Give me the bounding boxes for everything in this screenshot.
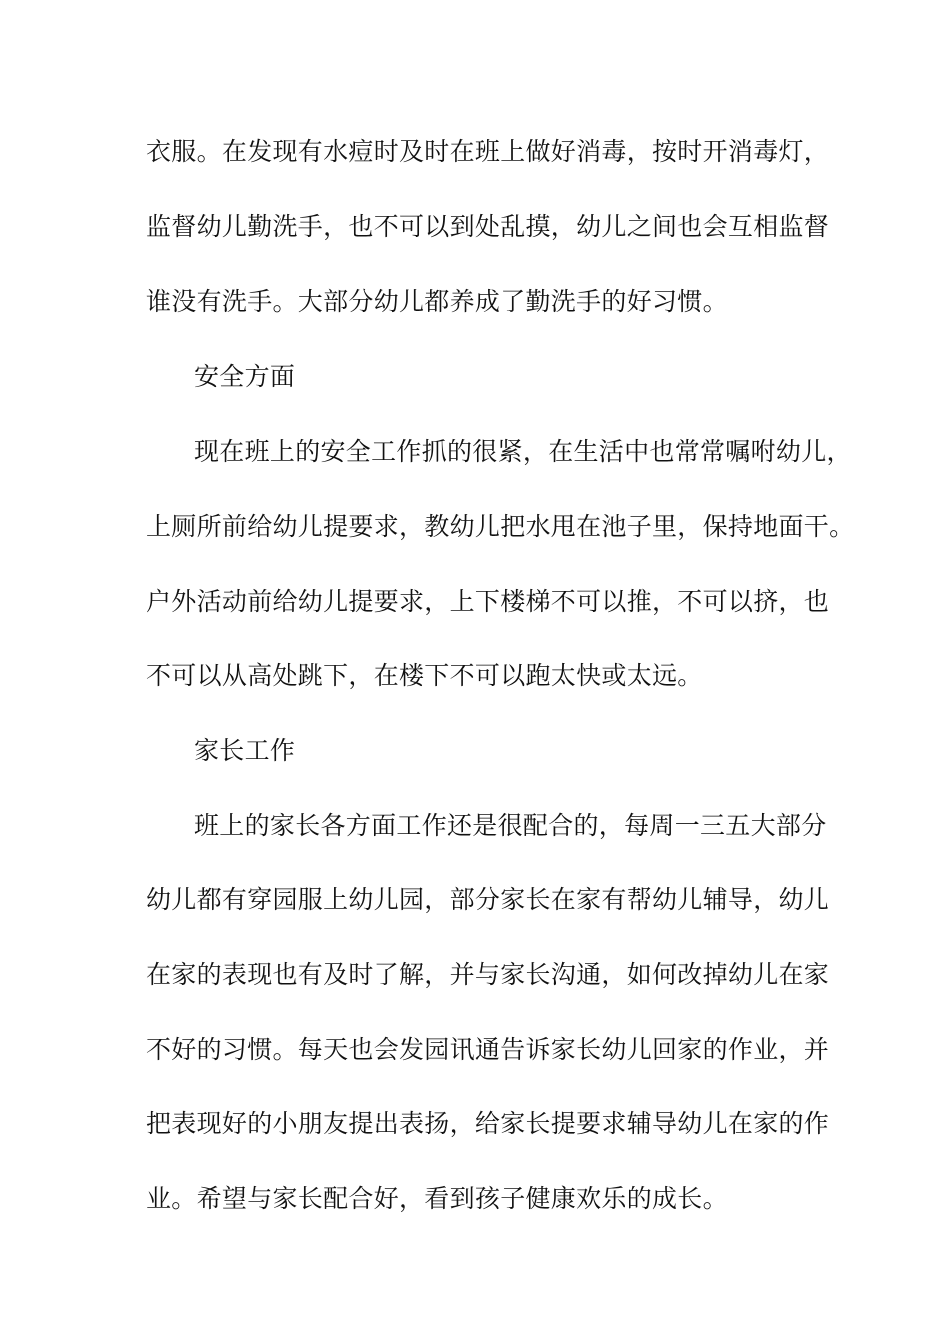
paragraph-line: 业。希望与家长配合好，看到孩子健康欢乐的成长。 [146,1184,728,1213]
paragraph-line: 谁没有洗手。大部分幼儿都养成了勤洗手的好习惯。 [146,287,728,316]
paragraph-line: 班上的家长各方面工作还是很配合的，每周一三五大部分 [194,811,827,840]
paragraph-line: 衣服。在发现有水痘时及时在班上做好消毒，按时开消毒灯， [146,137,830,166]
paragraph-line: 监督幼儿勤洗手，也不可以到处乱摸，幼儿之间也会互相监督 [146,212,830,241]
paragraph-line: 上厕所前给幼儿提要求，教幼儿把水甩在池子里，保持地面干。 [146,512,855,541]
paragraph-line: 在家的表现也有及时了解，并与家长沟通，如何改掉幼儿在家 [146,960,830,989]
section-heading-safety: 安全方面 [194,362,296,391]
paragraph-line: 不好的习惯。每天也会发园讯通告诉家长幼儿回家的作业，并 [146,1035,830,1064]
paragraph-line: 不可以从高处跳下，在楼下不可以跑太快或太远。 [146,661,703,690]
paragraph-line: 把表现好的小朋友提出表扬，给家长提要求辅导幼儿在家的作 [146,1109,830,1138]
section-heading-parents: 家长工作 [194,736,296,765]
paragraph-line: 幼儿都有穿园服上幼儿园，部分家长在家有帮幼儿辅导，幼儿 [146,885,830,914]
paragraph-line: 户外活动前给幼儿提要求，上下楼梯不可以推，不可以挤，也 [146,587,830,616]
paragraph-line: 现在班上的安全工作抓的很紧，在生活中也常常嘱咐幼儿， [194,437,852,466]
